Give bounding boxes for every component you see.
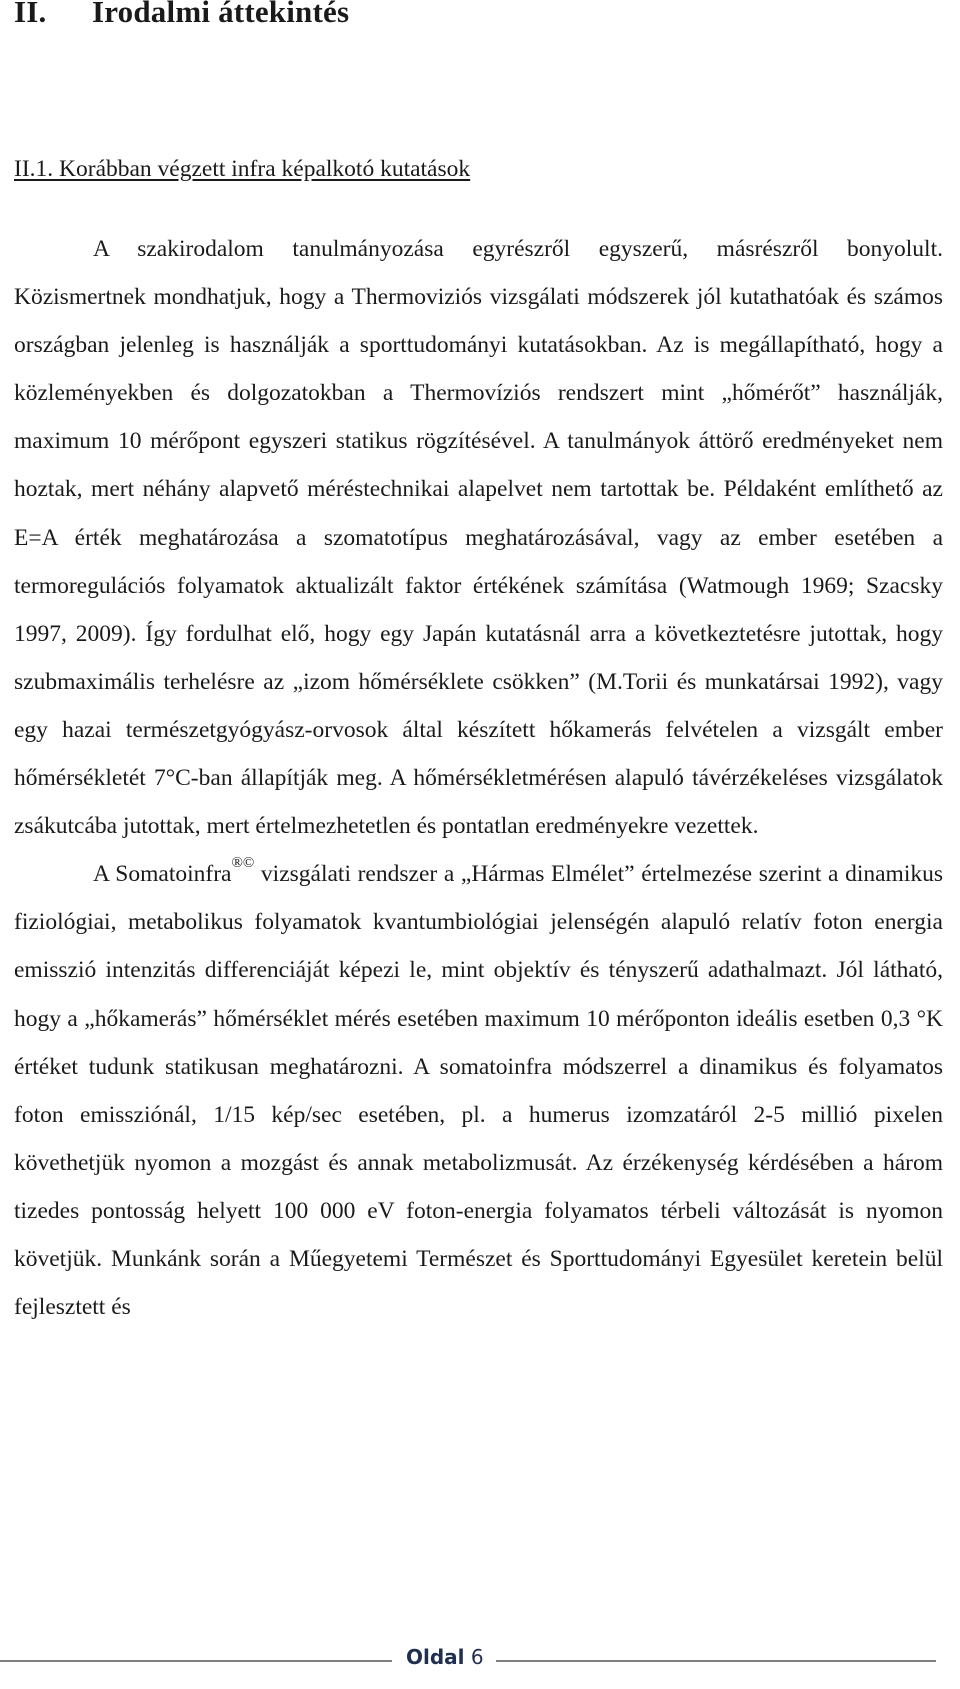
paragraph-somatoinfra-rest: vizsgálati rendszer a „Hármas Elmélet” értelmezése szerint a dinamikus fiziológiai, metabolikus folyamatok kvantumbiológiai jelenségén alapuló relatív foton energia emisszió intenzitás differenciáját képezi le, mint objektív és tényszerű adathalmazt. Jól látható, hogy a „hőkamerás” hőmérséklet mérés esetében maximum 10 mérőponton ideális esetben 0,3 °K értéket tudunk statikusan meghatározni. A somatoinfra módszerrel a dinamikus és folyamatos foton emissziónál, 1/15 kép/sec esetében, pl. a humerus izomzatáról 2-5 millió pixelen követhetjük nyomon a mozgást és annak metabolizmusát. Az érzékenység kérdésében a három tizedes pontosság helyett 100 000 eV foton-energia folyamatos térbeli változását is nyomon követjük. Munkánk során a Műegyetemi Természet és Sporttudományi Egyesület keretein belül fejlesztett és — [14, 861, 943, 1321]
section-heading: II.1. Korábban végzett infra képalkotó kutatások — [14, 156, 471, 182]
chapter-number: II. — [14, 0, 47, 29]
page-footer — [0, 1645, 960, 1678]
chapter-title: Irodalmi áttekintés — [92, 0, 350, 29]
footer-rule-right — [496, 1660, 936, 1662]
chapter-heading — [14, 0, 349, 30]
paragraph-literature-review: A szakirodalom tanulmányozása egyrészről egyszerű, másrészről bonyolult. Közismertnek mondhatjuk, hogy a Thermoviziós vizsgálati módszerek jól kutathatóak és számos országban jelenleg is használják a sporttudományi kutatásokban. Az is megállapítható, hogy a közleményekben és dolgozatokban a Thermovíziós rendszert mint „hőmérőt” használják, maximum 10 mérőpont egyszeri statikus rögzítésével. A tanulmányok áttörő eredményeket nem hoztak, mert néhány alapvető méréstechnikai alapelvet nem tartottak be. Példaként említhető az E=A érték meghatározása a szomatotípus meghatározásával, vagy az ember esetében a termoregulációs folyamatok aktualizált faktor értékének számítása (Watmough 1969; Szacsky 1997, 2009). Így fordulhat elő, hogy egy Japán kutatásnál arra a következtetésre jutottak, hogy szubmaximális terhelésre az „izom hőmérséklete csökken” (M.Torii és munkatársai 1992), vagy egy hazai természetgyógyász-orvosok által készített hőkamerás felvételen a vizsgált ember hőmérsékletét 7°C-ban állapítják meg. A hőmérsékletmérésen alapuló távérzékeléses vizsgálatok zsákutcába jutottak, mert értelmezhetetlen és pontatlan eredményekre vezettek. — [14, 236, 943, 840]
paragraph-somatoinfra — [14, 850, 943, 1331]
body-text — [14, 225, 943, 1331]
page-number-label — [406, 1645, 484, 1669]
page-word: Oldal — [406, 1645, 465, 1669]
footer-rule-left — [0, 1660, 392, 1662]
registered-copyright-marks: ®© — [231, 855, 255, 872]
page-number: 6 — [470, 1645, 484, 1669]
paragraph-somatoinfra-start: A Somatoinfra — [93, 861, 232, 888]
